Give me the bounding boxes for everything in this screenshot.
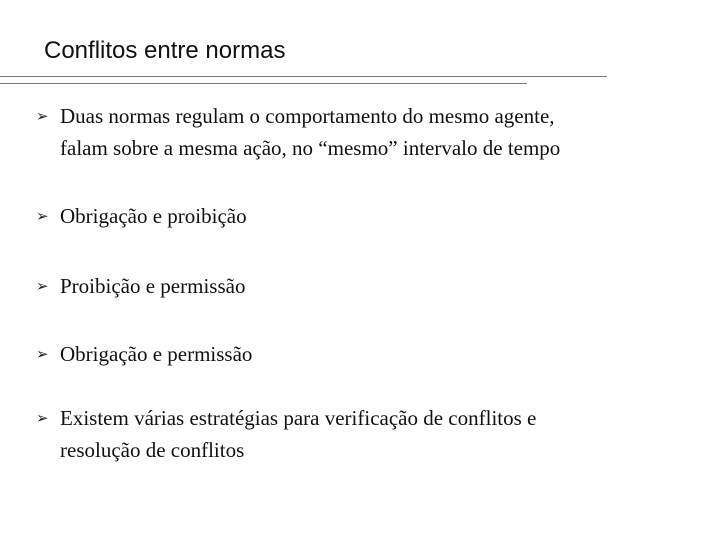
bullet-item	[36, 100, 676, 164]
title-divider-bottom	[0, 83, 527, 84]
bullet-line: Duas normas regulam o comportamento do mesmo agente,	[60, 104, 555, 128]
arrow-bullet-icon: ➢	[36, 409, 49, 427]
bullet-line: Existem várias estratégias para verificação de conflitos e	[60, 406, 537, 430]
slide-title: Conflitos entre normas	[44, 37, 286, 64]
bullet-line: Proibição e permissão	[60, 274, 246, 298]
bullet-item	[36, 338, 676, 370]
arrow-bullet-icon: ➢	[36, 207, 49, 225]
bullet-text	[60, 270, 245, 302]
arrow-bullet-icon: ➢	[36, 345, 49, 363]
bullet-line: Obrigação e permissão	[60, 342, 253, 366]
bullet-line: falam sobre a mesma ação, no “mesmo” intervalo de tempo	[60, 136, 561, 160]
bullet-text	[60, 200, 247, 232]
bullet-text	[60, 100, 560, 164]
bullet-text	[60, 402, 536, 466]
bullet-item	[36, 270, 676, 302]
arrow-bullet-icon: ➢	[36, 107, 49, 125]
bullet-item	[36, 200, 676, 232]
bullet-line: resolução de conflitos	[60, 438, 245, 462]
bullet-text	[60, 338, 252, 370]
title-divider-top	[0, 76, 607, 77]
bullet-line: Obrigação e proibição	[60, 204, 247, 228]
bullet-item	[36, 402, 676, 466]
arrow-bullet-icon: ➢	[36, 277, 49, 295]
